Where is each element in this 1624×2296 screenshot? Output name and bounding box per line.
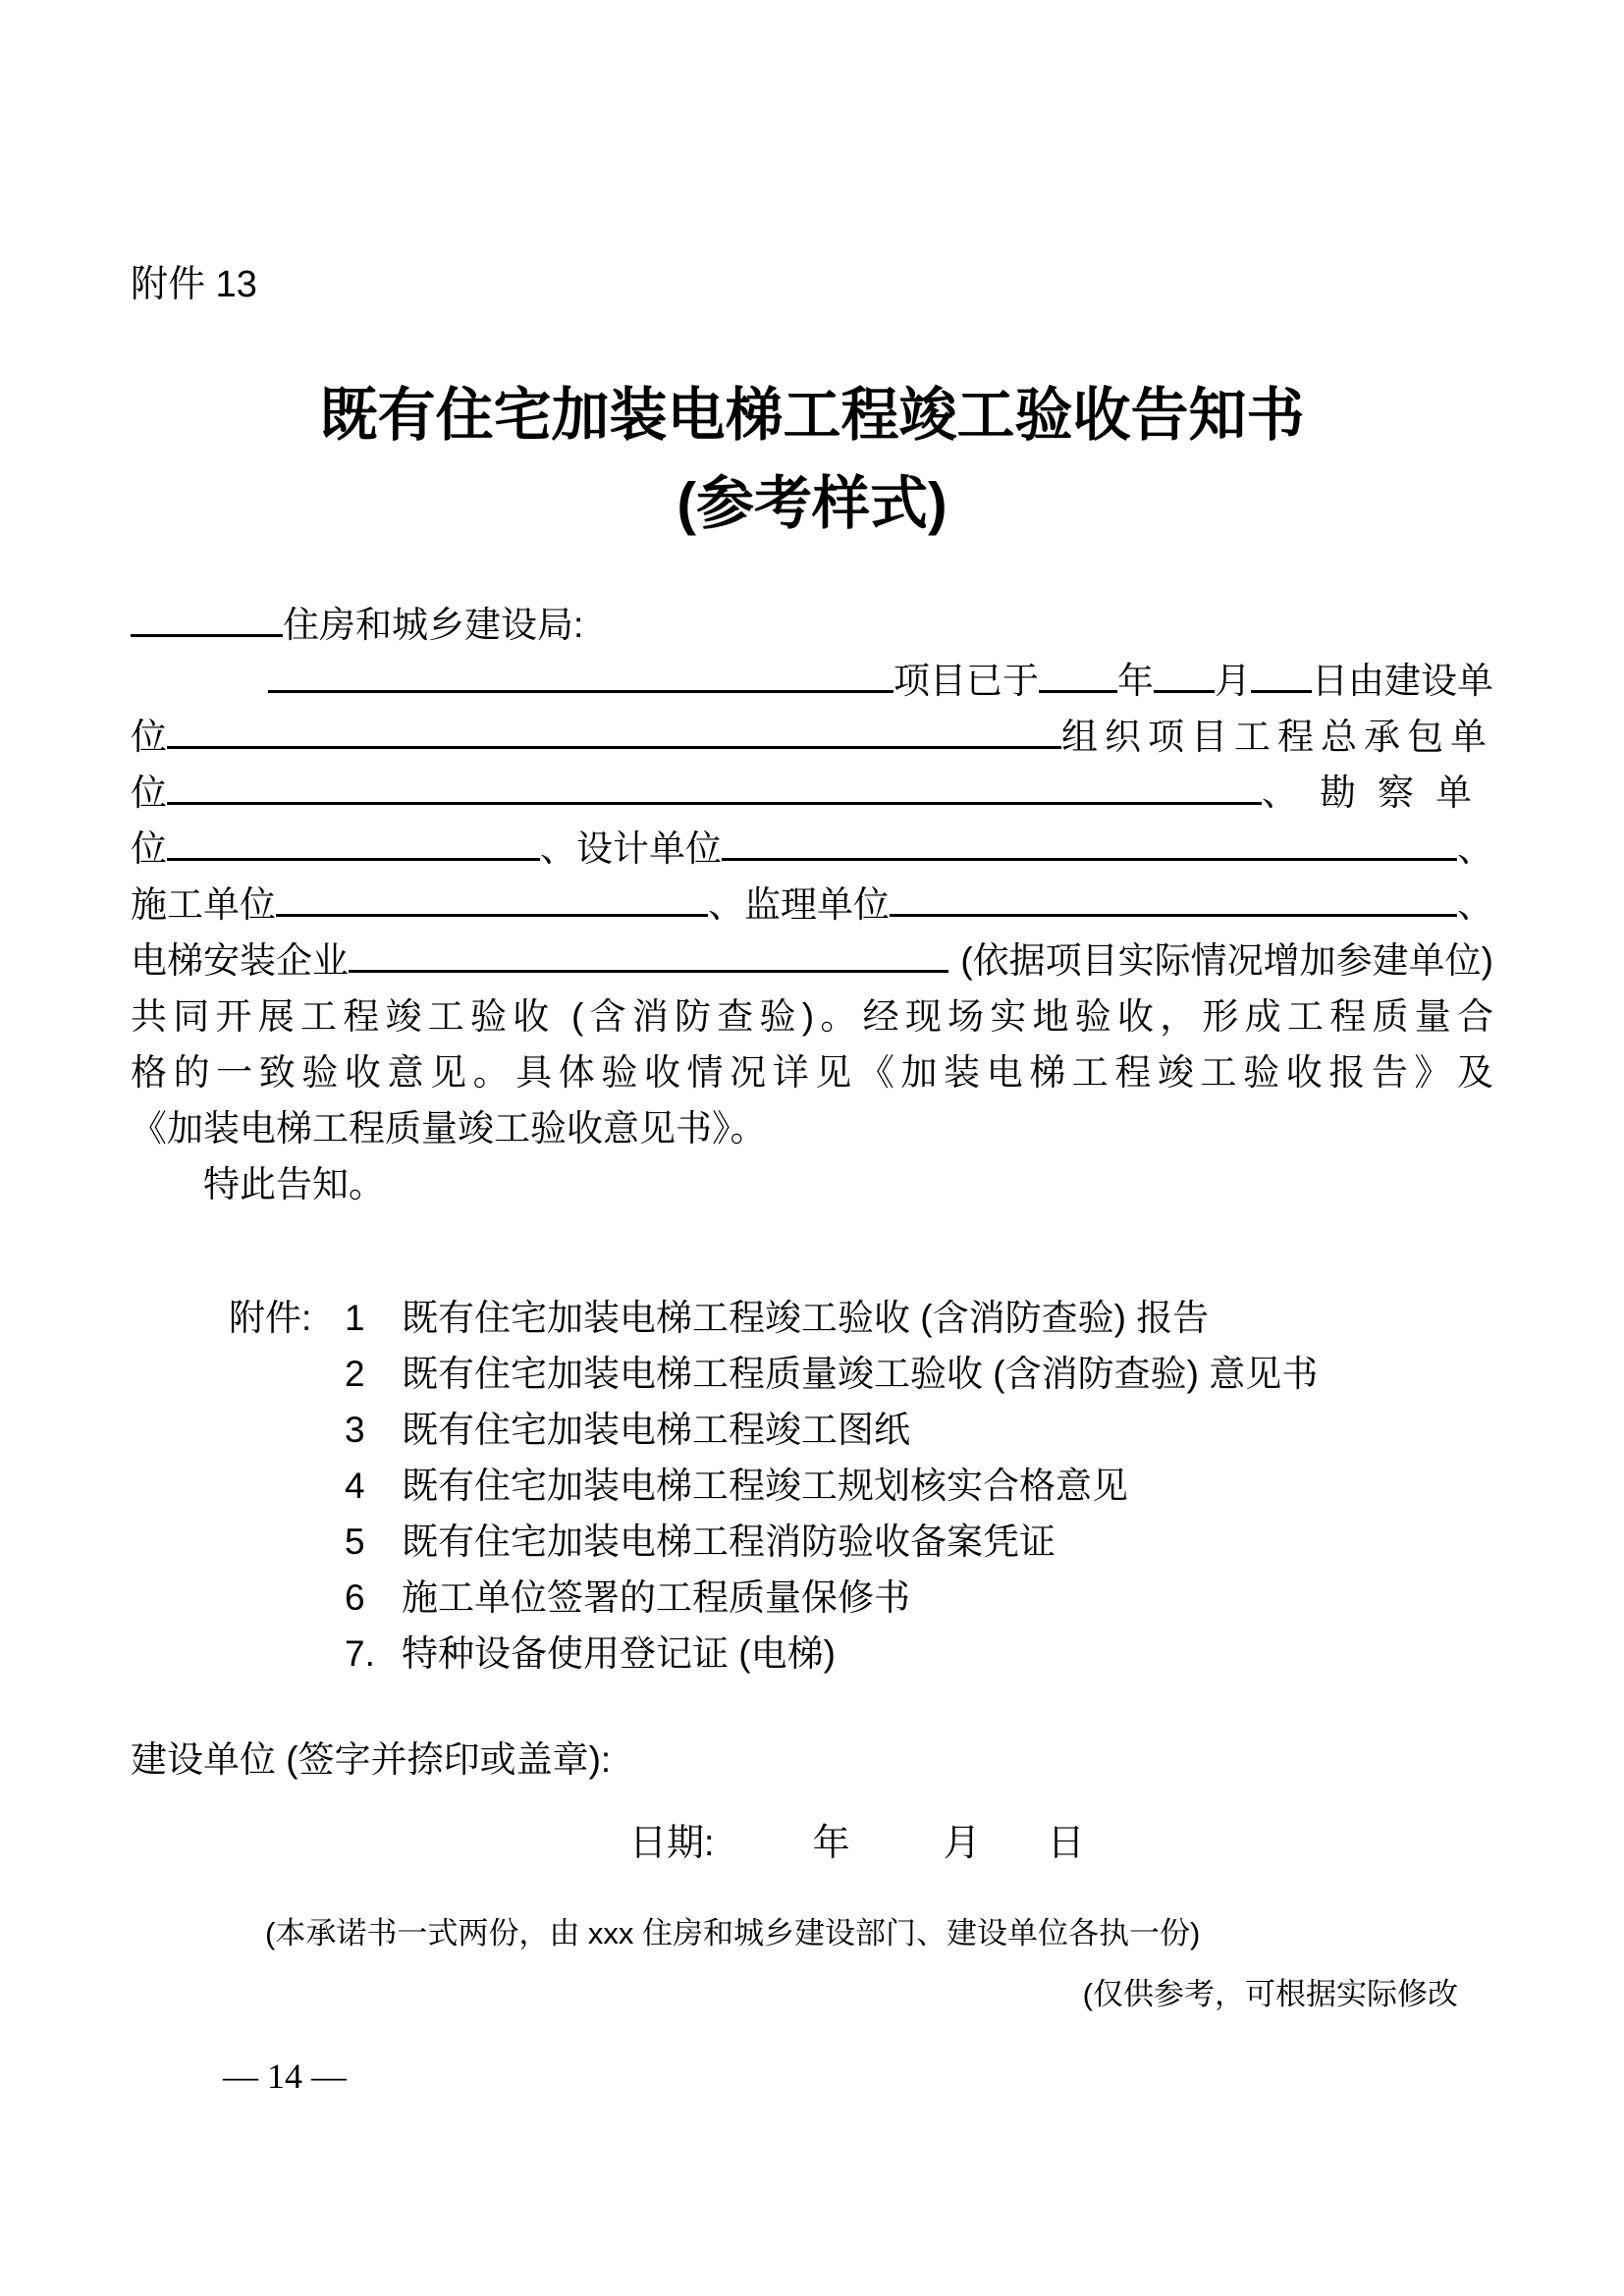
form-line-5: [131, 821, 1493, 877]
attachment-item: [131, 1402, 1493, 1458]
attachment-item: [131, 1346, 1493, 1402]
blank-field: [268, 690, 893, 693]
blank-field: [1154, 690, 1215, 693]
attachment-number: 附件 13: [131, 264, 257, 305]
attachment-item: [131, 1458, 1493, 1514]
form-line-10: 《加装电梯工程质量竣工验收意见书》。: [131, 1108, 767, 1148]
form-line-6: [131, 877, 1493, 933]
blank-field: [1039, 690, 1117, 693]
form-line-2: [131, 653, 1493, 709]
form-text: 位: [131, 717, 167, 757]
attachment-item-text: 特种设备使用登记证 (电梯): [402, 1633, 836, 1674]
form-line-7: [131, 933, 1493, 988]
form-body: [131, 597, 1493, 1212]
form-text: 住房和城乡建设局:: [283, 605, 584, 645]
form-text: 位: [131, 773, 167, 813]
form-text: 日由建设单: [1312, 661, 1493, 701]
blank-field: [1251, 690, 1312, 693]
attachment-item: [131, 1570, 1493, 1626]
form-text: 、监理单位: [708, 884, 890, 925]
document-subtitle: (参考样式): [677, 471, 947, 536]
attachment-item-number: 7.: [345, 1633, 375, 1674]
form-line-11: 特此告知。: [203, 1164, 385, 1204]
document-title-block: [131, 371, 1493, 548]
attachment-item-number: 2: [345, 1354, 365, 1394]
form-text: 组织项目工程总承包单: [1061, 717, 1493, 757]
form-line-9: 格的一致验收意见。具体验收情况详见《加装电梯工程竣工验收报告》及: [131, 1052, 1493, 1093]
attachment-item-number: 1: [345, 1298, 365, 1338]
date-label: 日期:: [629, 1823, 715, 1864]
form-line-1: [131, 597, 1493, 653]
blank-field: [722, 858, 1457, 861]
blank-field: [167, 746, 1061, 749]
form-line-4: [131, 765, 1493, 821]
form-text: 施工单位: [131, 884, 276, 925]
form-text: 电梯安装企业: [131, 940, 349, 981]
form-text: 年: [1117, 661, 1154, 701]
form-text: 、: [1457, 884, 1493, 925]
form-text: 项目已于: [893, 661, 1039, 701]
form-text: 、: [1457, 828, 1493, 869]
attachment-item: [131, 1626, 1493, 1682]
blank-field: [131, 634, 283, 637]
form-text: 位: [131, 828, 167, 869]
blank-field: [349, 970, 948, 973]
document-title: 既有住宅加装电梯工程竣工验收告知书: [319, 383, 1305, 448]
signature-line: 建设单位 (签字并捺印或盖章):: [131, 1739, 612, 1780]
attachment-item: [131, 1290, 1493, 1346]
month-label: 月: [943, 1823, 981, 1864]
note-reference: (仅供参考，可根据实际修改: [1082, 1977, 1458, 2011]
year-label: 年: [812, 1823, 850, 1864]
attachment-item-number: 4: [345, 1466, 365, 1506]
attachment-item-text: 施工单位签署的工程质量保修书: [402, 1577, 910, 1618]
form-text: 月: [1215, 661, 1251, 701]
note-copies: (本承诺书一式两份，由 xxx 住房和城乡建设部门、建设单位各执一份): [265, 1916, 1201, 1950]
blank-field: [167, 802, 1262, 805]
attachment-list-label: 附件:: [229, 1298, 312, 1338]
attachment-item-text: 既有住宅加装电梯工程消防验收备案凭证: [402, 1522, 1056, 1562]
day-label: 日: [1047, 1823, 1085, 1864]
blank-field: [890, 914, 1457, 917]
form-text: 、设计单位: [540, 828, 722, 869]
form-line-8: 共同开展工程竣工验收 (含消防查验)。经现场实地验收，形成工程质量合: [131, 996, 1493, 1037]
attachment-item: [131, 1514, 1493, 1570]
attachment-item-text: 既有住宅加装电梯工程竣工规划核实合格意见: [402, 1466, 1128, 1506]
attachment-item-text: 既有住宅加装电梯工程竣工图纸: [402, 1410, 910, 1450]
attachment-item-number: 6: [345, 1577, 365, 1618]
blank-field: [276, 914, 708, 917]
form-text: 、勘察单: [1262, 773, 1493, 813]
date-line: [131, 1816, 1493, 1872]
page-number: — 14 —: [223, 2056, 347, 2096]
attachment-item-number: 3: [345, 1410, 365, 1450]
attachment-item-text: 既有住宅加装电梯工程竣工验收 (含消防查验) 报告: [402, 1298, 1210, 1338]
attachment-item-text: 既有住宅加装电梯工程质量竣工验收 (含消防查验) 意见书: [402, 1354, 1319, 1394]
attachment-item-number: 5: [345, 1522, 365, 1562]
attachment-list: [131, 1290, 1493, 1682]
blank-field: [167, 858, 540, 861]
form-line-3: [131, 709, 1493, 765]
form-text: (依据项目实际情况增加参建单位): [960, 940, 1493, 981]
